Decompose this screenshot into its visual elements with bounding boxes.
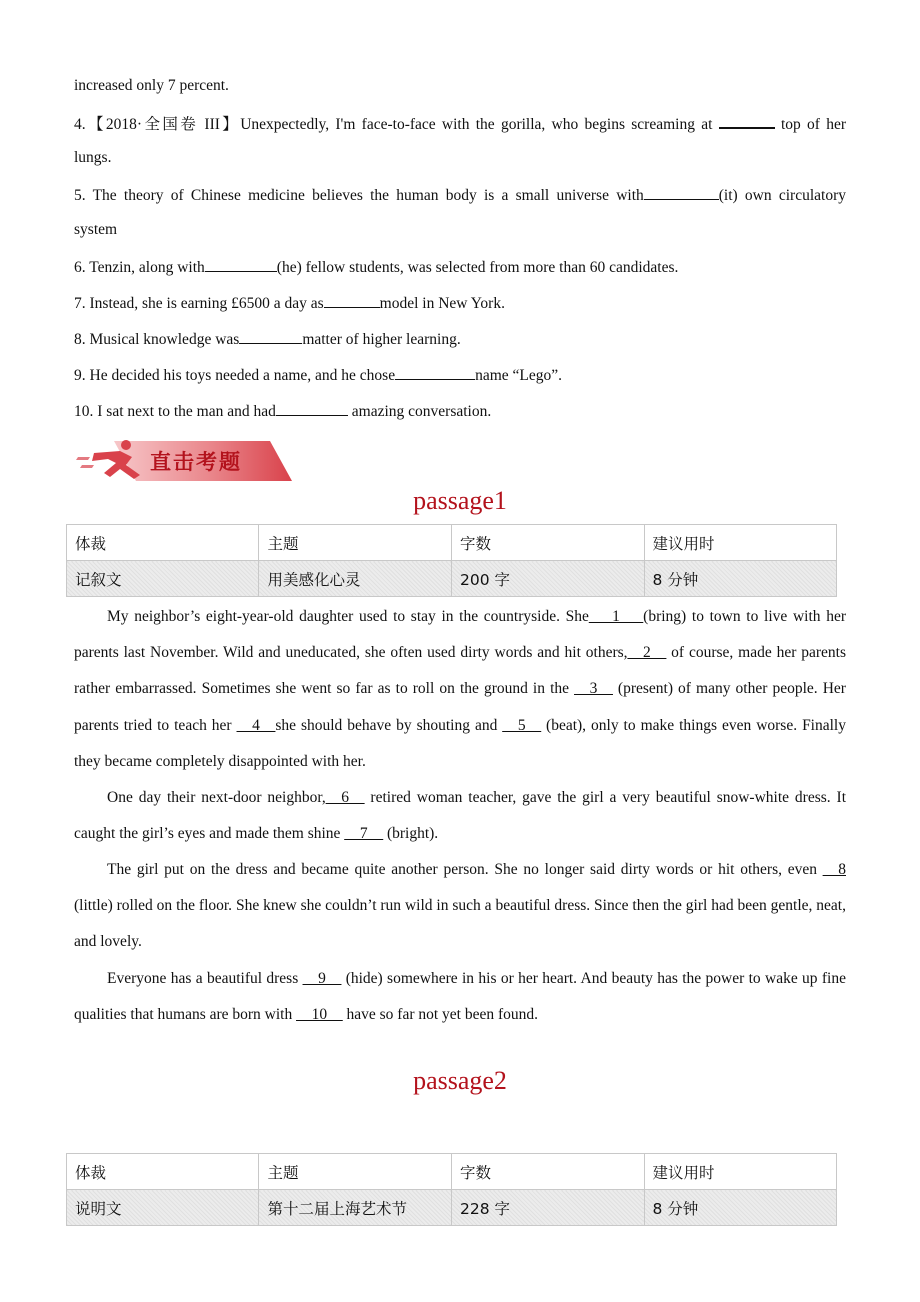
blank-9[interactable]: __9__ [302, 970, 342, 987]
table-header-row [67, 1154, 837, 1190]
blank-6[interactable]: __6__ [325, 789, 365, 806]
q6-text: 6. Tenzin, along with [74, 259, 205, 276]
p3-text: The girl put on the dress and became quite another person. She no longer said dirty words or hit others, even [107, 861, 823, 878]
q4-text: 4.【2018·全国卷 III】Unexpectedly, I'm face-to-face with the gorilla, who begins screaming at [74, 116, 713, 133]
q8-blank[interactable] [239, 328, 302, 344]
exercise-q7 [74, 292, 846, 314]
p4-text: have so far not yet been found. [342, 1006, 539, 1024]
blank-3[interactable]: __3__ [574, 680, 613, 698]
passage2-info-table [66, 1153, 837, 1226]
exercise-q8 [74, 328, 846, 350]
q9-text: 9. He decided his toys needed a name, and he chose [74, 367, 396, 384]
blank-8[interactable]: __8 [822, 861, 846, 878]
table-header-row [67, 525, 837, 561]
blank-2[interactable]: __2__ [627, 644, 667, 662]
blank-7[interactable]: __7__ [344, 825, 384, 843]
table-cell: 主题 [259, 1154, 451, 1190]
p1-text: she should behave by shouting and [275, 716, 503, 734]
q10-text-end: amazing conversation. [351, 403, 492, 420]
q9-blank[interactable] [395, 364, 475, 380]
exercise-q5-cont [74, 220, 846, 240]
q4-blank[interactable] [719, 112, 775, 129]
p1-text: (present) of many other people. Her parents tried to teach her [74, 680, 846, 734]
passage1-title: passage1 [413, 486, 507, 515]
q6-blank[interactable] [205, 256, 277, 272]
p2-text: (bright). [383, 825, 439, 843]
table-cell: 字数 [451, 525, 644, 561]
p4-text: (hide) somewhere in his or her heart. And beauty has the power to wake up fine qualities that humans are born with [74, 970, 846, 1024]
exercise-q6 [74, 256, 846, 278]
exercise-q5 [74, 184, 846, 206]
p3-text: (little) rolled on the floor. She knew she couldn’t run wild in such a beautiful dress. Since then the girl had been gentle, neat, and lovely. [74, 897, 846, 951]
passage2-title: passage2 [413, 1066, 507, 1095]
passage1-paragraph-1 [74, 599, 846, 780]
table-cell: 8 分钟 [644, 561, 837, 597]
q8-text: 8. Musical knowledge was [74, 331, 240, 348]
q10-blank[interactable] [276, 400, 348, 416]
q10-text: 10. I sat next to the man and had [74, 403, 276, 420]
q5-text: 5. The theory of Chinese medicine believes the human body is a small universe with [74, 187, 644, 204]
q5-blank[interactable] [644, 184, 719, 200]
q5-text-cont: system [74, 221, 118, 238]
p1-text: of course, made her parents rather embarrassed. Sometimes she went so far as to roll on the ground in the [74, 644, 847, 698]
p4-text: Everyone has a beautiful dress [107, 970, 303, 987]
q7-text-end: model in New York. [379, 295, 505, 312]
q4-text-end: top of her [780, 116, 847, 133]
q7-text: 7. Instead, she is earning £6500 a day as [74, 295, 324, 312]
table-cell: 建议用时 [644, 1154, 837, 1190]
exercise-text: increased only 7 percent. [74, 77, 229, 94]
exercise-q9 [74, 364, 846, 386]
p1-text: (bring) to town to live with her parents last November. Wild and uneducated, she often used dirty words and hit others, [74, 608, 846, 662]
table-cell: 体裁 [67, 525, 259, 561]
table-cell: 用美感化心灵 [259, 561, 451, 597]
blank-5[interactable]: __5__ [502, 716, 542, 734]
table-cell: 建议用时 [644, 525, 837, 561]
blank-10[interactable]: __10__ [296, 1006, 343, 1024]
table-cell: 记叙文 [67, 561, 259, 597]
q9-text-end: name “Lego”. [475, 367, 563, 384]
table-cell: 说明文 [67, 1190, 259, 1226]
blank-1[interactable]: ___1___ [588, 608, 644, 625]
passage1-paragraph-4 [74, 961, 846, 1033]
q4-text-cont: lungs. [74, 149, 112, 166]
banner-label: 直击考题 [150, 450, 242, 474]
exercise-q4-cont [74, 148, 846, 168]
table-cell: 8 分钟 [644, 1190, 837, 1226]
q8-text-end: matter of higher learning. [302, 331, 461, 348]
p1-text: (beat), only to make things even worse. Finally they became completely disappointed with her. [74, 716, 846, 770]
table-cell: 主题 [259, 525, 451, 561]
blank-4[interactable]: __4__ [236, 716, 276, 734]
p2-text: retired woman teacher, gave the girl a very beautiful snow-white dress. It caught the girl’s eyes and made them shine [74, 789, 847, 843]
exercise-line-cont [74, 76, 846, 96]
table-cell: 228 字 [451, 1190, 644, 1226]
p1-text: My neighbor’s eight-year-old daughter used to stay in the countryside. She [107, 608, 589, 625]
table-row [67, 561, 837, 597]
exercise-q10 [74, 400, 846, 422]
q5-text-end: (it) own circulatory [718, 187, 846, 204]
q6-text-end: (he) fellow students, was selected from more than 60 candidates. [276, 259, 679, 276]
table-cell: 第十二届上海艺术节 [259, 1190, 451, 1226]
q7-blank[interactable] [324, 292, 380, 308]
p2-text: One day their next-door neighbor, [107, 789, 326, 806]
passage1-paragraph-3 [74, 852, 846, 961]
exercise-q4 [74, 112, 846, 135]
passage1-paragraph-2 [74, 780, 846, 852]
table-cell: 字数 [451, 1154, 644, 1190]
table-row [67, 1190, 837, 1226]
table-cell: 200 字 [451, 561, 644, 597]
table-cell: 体裁 [67, 1154, 259, 1190]
passage1-info-table [66, 524, 837, 597]
